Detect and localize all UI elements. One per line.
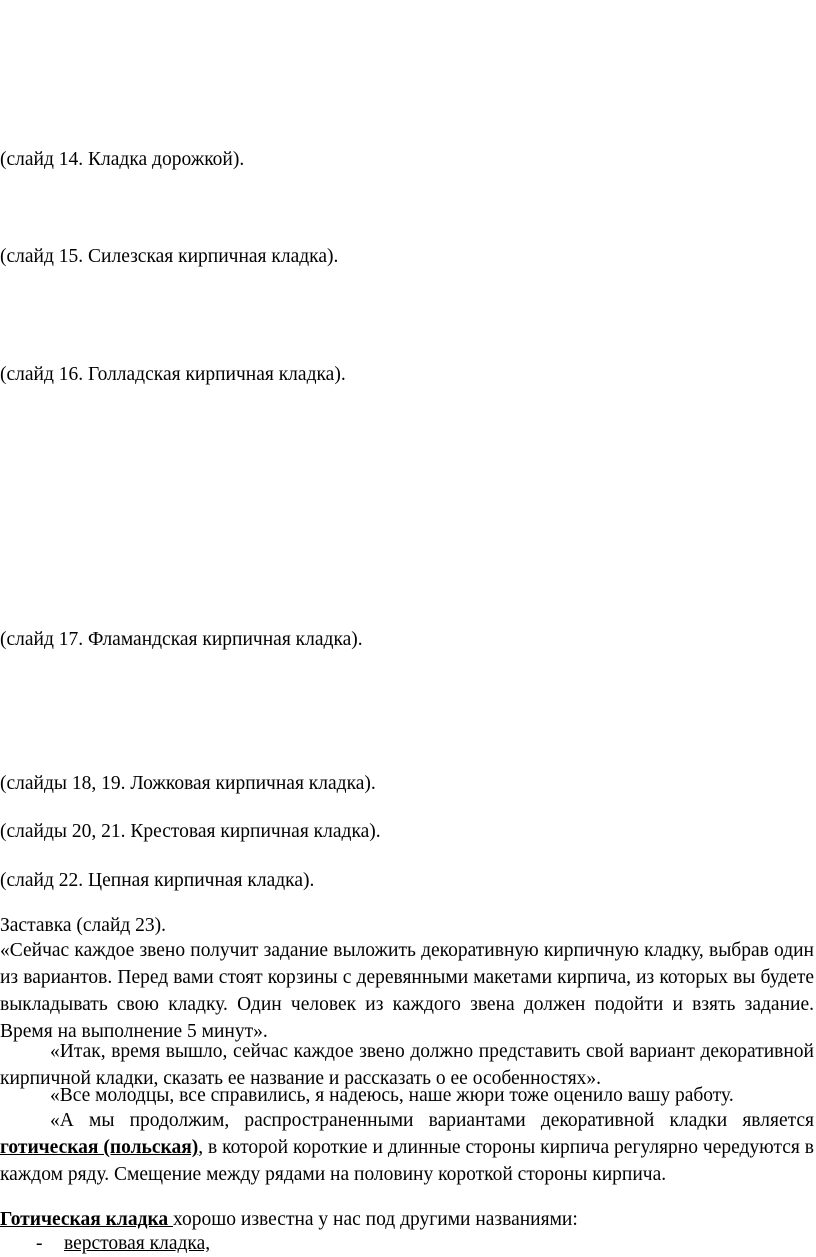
gothic-paragraph: [0, 1107, 814, 1188]
gothic-term: готическая (польская): [0, 1137, 199, 1158]
task-paragraph: «Сейчас каждое звено получит задание выложить декоративную кирпичную кладку, выбрав один из вариантов. Перед вами стоят корзины с деревянными макетами кирпича, из которых вы будете выкладывать свою кладку. Один человек из каждого звена должен подойти и взять задание. Время на выполнение 5 минут».: [0, 940, 814, 1042]
presentation-paragraph: «Итак, время вышло, сейчас каждое звено должно представить свой вариант декоративной кирпичной кладки, сказать ее название и рассказать о ее особенностях».: [0, 1041, 814, 1089]
slide-17-caption: (слайд 17. Фламандская кирпичная кладка).: [0, 629, 363, 650]
slide-18-19-caption: (слайды 18, 19. Ложковая кирпичная кладка).: [0, 773, 376, 794]
gothic-kladka-term: Готическая кладка: [0, 1209, 174, 1230]
list-marker: -: [36, 1233, 43, 1254]
list-item-text: верстовая кладка,: [64, 1233, 211, 1254]
slide-16-caption: (слайд 16. Голладская кирпичная кладка).: [0, 364, 346, 385]
slide-20-21-caption: (слайды 20, 21. Крестовая кирпичная кладка).: [0, 821, 381, 842]
known-as-text: хорошо известна у нас под другими названиями:: [173, 1209, 578, 1230]
praise-paragraph: «Все молодцы, все справились, я надеюсь, наше жюри тоже оценило вашу работу.: [50, 1085, 734, 1106]
slide-22-caption: (слайд 22. Цепная кирпичная кладка).: [0, 870, 315, 891]
intro-screensaver: Заставка (слайд 23).: [0, 915, 167, 936]
slide-14-caption: (слайд 14. Кладка дорожкой).: [0, 149, 245, 170]
known-as-line: [0, 1206, 578, 1233]
gothic-text-after: , в которой короткие и длинные стороны кирпича регулярно чередуются в каждом ряду. Смещение между рядами на половину короткой стороны кирпича.: [0, 1137, 814, 1185]
slide-15-caption: (слайд 15. Силезская кирпичная кладка).: [0, 246, 339, 267]
list-item: [0, 1230, 210, 1257]
gothic-text-before: «А мы продолжим, распространенными вариантами декоративной кладки является: [50, 1110, 814, 1131]
